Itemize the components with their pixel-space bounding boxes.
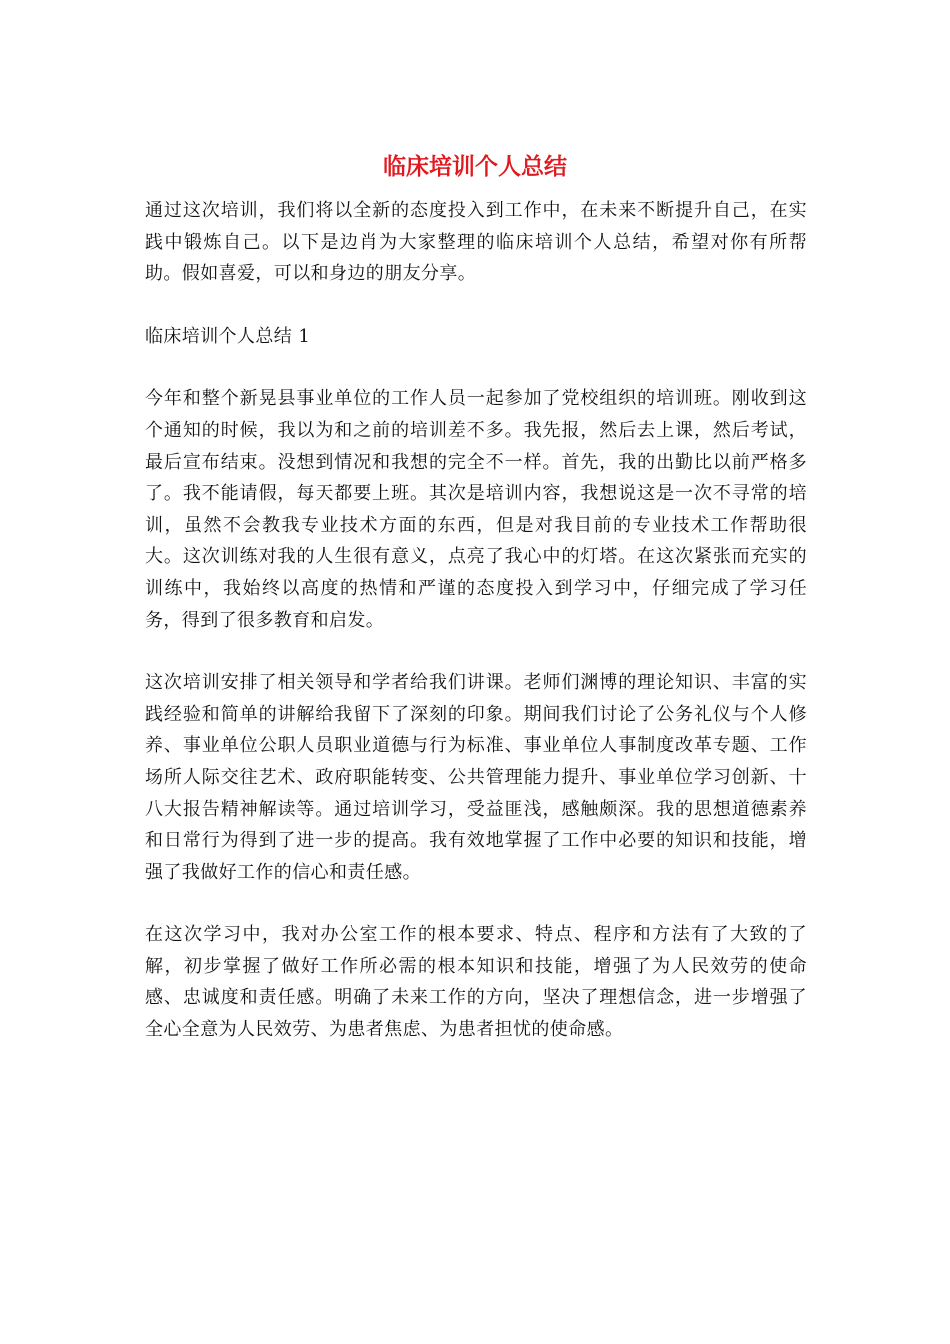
body-paragraph: 这次培训安排了相关领导和学者给我们讲课。老师们渊博的理论知识、丰富的实践经验和简单的讲解给我留下了深刻的印象。期间我们讨论了公务礼仪与个人修养、事业单位公职人员职业道德与行为标准、事业单位人事制度改革专题、工作场所人际交往艺术、政府职能转变、公共管理能力提升、事业单位学习创新、十八大报告精神解读等。通过培训学习，受益匪浅，感触颇深。我的思想道德素养和日常行为得到了进一步的提高。我有效地掌握了工作中必要的知识和技能，增强了我做好工作的信心和责任感。 bbox=[145, 672, 807, 883]
section-heading: 临床培训个人总结 1 bbox=[145, 325, 311, 347]
body-paragraph: 在这次学习中，我对办公室工作的根本要求、特点、程序和方法有了大致的了解，初步掌握了做好工作所必需的根本知识和技能，增强了为人民效劳的使命感、忠诚度和责任感。明确了未来工作的方向，坚决了理想信念，进一步增强了全心全意为人民效劳、为患者焦虑、为患者担忧的使命感。 bbox=[145, 924, 807, 1041]
document-body bbox=[145, 195, 807, 1046]
body-paragraph: 今年和整个新晃县事业单位的工作人员一起参加了党校组织的培训班。刚收到这个通知的时候，我以为和之前的培训差不多。我先报，然后去上课，然后考试，最后宣布结束。没想到情况和我想的完全不一样。首先，我的出勤比以前严格多了。我不能请假，每天都要上班。其次是培训内容，我想说这是一次不寻常的培训，虽然不会教我专业技术方面的东西，但是对我目前的专业技术工作帮助很大。这次训练对我的人生很有意义，点亮了我心中的灯塔。在这次紧张而充实的训练中，我始终以高度的热情和严谨的态度投入到学习中，仔细完成了学习任务，得到了很多教育和启发。 bbox=[145, 388, 807, 631]
intro-paragraph: 通过这次培训，我们将以全新的态度投入到工作中，在未来不断提升自己，在实践中锻炼自己。以下是边肖为大家整理的临床培训个人总结，希望对你有所帮助。假如喜爱，可以和身边的朋友分享。 bbox=[145, 200, 807, 285]
document-title: 临床培训个人总结 bbox=[383, 153, 567, 180]
